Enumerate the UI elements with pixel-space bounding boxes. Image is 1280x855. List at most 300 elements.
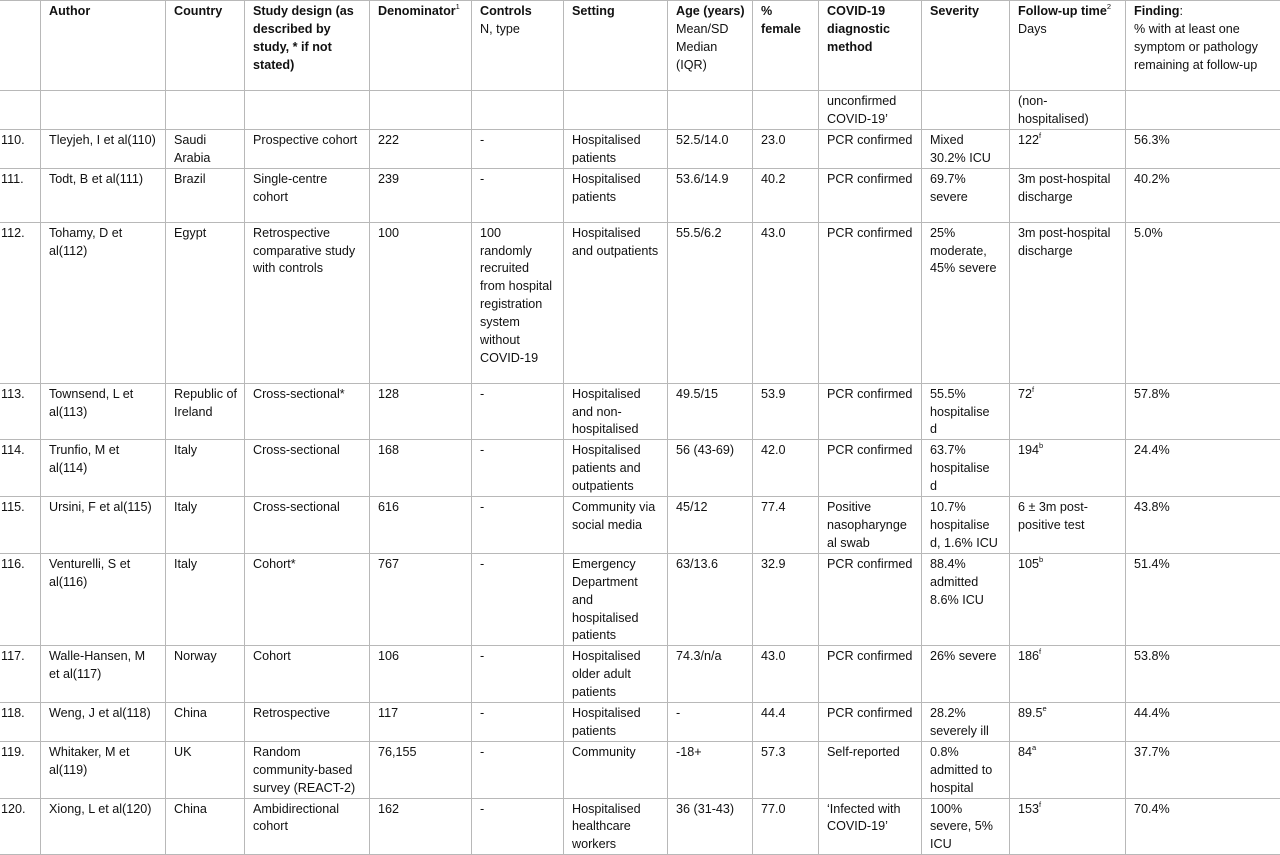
cell-author: [41, 703, 166, 742]
cell-finding-text: 43.8%: [1134, 500, 1170, 514]
cell-author: [41, 497, 166, 554]
cell-controls-text: 100 randomly recruited from hospital registration system without COVID-19: [480, 226, 552, 365]
cell-row-number: [0, 129, 41, 168]
cell-finding: [1126, 553, 1280, 646]
cell-controls-text: -: [480, 172, 484, 186]
cell-controls-text: -: [480, 557, 484, 571]
cell-row-number: [0, 741, 41, 798]
cell: [753, 91, 819, 130]
cell-denominator-text: 117: [378, 706, 398, 720]
cell-setting: [564, 168, 668, 222]
cell-denominator: [370, 222, 472, 383]
header-study-design: Study design (as described by study, * if not stated): [245, 1, 370, 91]
cell-covid-method: [819, 222, 922, 383]
cell-denominator-text: 76,155: [378, 745, 417, 759]
cell-covid-method-text: PCR confirmed: [827, 133, 912, 147]
cell-author: [41, 440, 166, 497]
cell-denominator: [370, 383, 472, 440]
footnote-marker: e: [1043, 704, 1047, 713]
cell-country: [166, 497, 245, 554]
cell-study-design: [245, 383, 370, 440]
cell: [472, 91, 564, 130]
cell-controls: [472, 497, 564, 554]
cell-country: [166, 553, 245, 646]
cell-controls: [472, 741, 564, 798]
cell-female: [753, 383, 819, 440]
cell-finding: [1126, 798, 1280, 855]
cell-severity-text: 63.7% hospitalise d: [930, 443, 990, 493]
cell-female: [753, 168, 819, 222]
header-severity: Severity: [922, 1, 1010, 91]
cell-follow-up-text: 153: [1018, 802, 1039, 816]
cell-denominator-text: 616: [378, 500, 399, 514]
cell-country: [166, 741, 245, 798]
cell-study-design: [245, 646, 370, 703]
cell-study-design-text: Random community-based survey (REACT-2): [253, 745, 355, 795]
cell-finding-text: 57.8%: [1134, 387, 1170, 401]
cell-covid-method-text: PCR confirmed: [827, 387, 912, 401]
cell-finding: [1126, 741, 1280, 798]
header-follow-up: Follow-up time$^2$ Days: [1010, 1, 1126, 91]
cell-denominator: [370, 129, 472, 168]
footnote-marker: f: [1039, 647, 1041, 656]
cell-female-text: 23.0: [761, 133, 786, 147]
cell-female: [753, 741, 819, 798]
continuation-row: [0, 91, 1280, 130]
cell-age-text: -: [676, 706, 680, 720]
cell-covid-method: [819, 703, 922, 742]
cell-denominator: [370, 553, 472, 646]
table-row: [0, 497, 1280, 554]
cell-author-text: Trunfio, M et al(114): [49, 443, 119, 475]
cell-row-number-text: 118.: [1, 706, 25, 720]
cell-female-text: 77.0: [761, 802, 786, 816]
footnote-marker: b: [1039, 441, 1043, 450]
cell-author-text: Whitaker, M et al(119): [49, 745, 129, 777]
cell-denominator: [370, 741, 472, 798]
cell-study-design-text: Cross-sectional: [253, 443, 340, 457]
cell-follow-up: [1010, 497, 1126, 554]
cell-severity-text: 88.4% admitted 8.6% ICU: [930, 557, 984, 607]
cell-finding: [1126, 440, 1280, 497]
cell-female-text: 77.4: [761, 500, 786, 514]
header-age: Age (years) Mean/SD Median (IQR): [668, 1, 753, 91]
cell-author: [41, 798, 166, 855]
cell-follow-up-text: 105: [1018, 557, 1039, 571]
cell-denominator-text: 767: [378, 557, 399, 571]
cell-setting: [564, 798, 668, 855]
cell-row-number-text: 119.: [1, 745, 25, 759]
cell-female-text: 40.2: [761, 172, 786, 186]
cell-covid-method-text: PCR confirmed: [827, 172, 912, 186]
cell-follow-up: [1010, 383, 1126, 440]
cell: [564, 91, 668, 130]
cell-author-text: Todt, B et al(111): [49, 172, 143, 186]
cell-finding: [1126, 646, 1280, 703]
header-denominator: Denominator$^1$: [370, 1, 472, 91]
cell-study-design-text: Ambidirectional cohort: [253, 802, 339, 834]
cell-country-text: Brazil: [174, 172, 206, 186]
cell-author: [41, 168, 166, 222]
cell-covid-method: [819, 497, 922, 554]
cell-follow-up: [1010, 798, 1126, 855]
cell-follow-up-text: 3m post-hospital discharge: [1018, 226, 1110, 258]
cell-denominator-text: 106: [378, 649, 399, 663]
cell-finding-text: 24.4%: [1134, 443, 1170, 457]
cell-study-design: [245, 168, 370, 222]
cell: [245, 91, 370, 130]
header-author: Author: [41, 1, 166, 91]
cell-follow-up-text: 3m post-hospital discharge: [1018, 172, 1110, 204]
cell-setting: [564, 497, 668, 554]
cell-age: [668, 497, 753, 554]
cell-severity: [922, 129, 1010, 168]
cell-row-number: [0, 553, 41, 646]
cell-row-number-text: 114.: [1, 443, 25, 457]
cell-row-number: [0, 383, 41, 440]
table-row: [0, 129, 1280, 168]
cell-denominator: [370, 798, 472, 855]
cell-female-text: 43.0: [761, 226, 786, 240]
cell-denominator: [370, 646, 472, 703]
cell-covid-method-text: ‘Infected with COVID-19’: [827, 802, 901, 834]
cell-follow-up: (non-hospitalised): [1010, 91, 1126, 130]
cell-follow-up: [1010, 168, 1126, 222]
cell-age: [668, 646, 753, 703]
cell-denominator-text: 222: [378, 133, 399, 147]
cell-country-text: Norway: [174, 649, 217, 663]
cell-age-text: 45/12: [676, 500, 708, 514]
cell-finding: [1126, 703, 1280, 742]
header-controls: Controls N, type: [472, 1, 564, 91]
header-finding: Finding: % with at least one symptom or pathology remaining at follow-up: [1126, 1, 1280, 91]
footnote-marker: f: [1039, 131, 1041, 140]
cell-author-text: Venturelli, S et al(116): [49, 557, 130, 589]
cell-follow-up: [1010, 646, 1126, 703]
cell-study-design: [245, 222, 370, 383]
cell-age-text: 53.6/14.9: [676, 172, 729, 186]
cell-female: [753, 798, 819, 855]
footnote-marker: f: [1039, 800, 1041, 809]
cell-setting-text: Hospitalised and outpatients: [572, 226, 658, 258]
cell-country: [166, 798, 245, 855]
cell-study-design-text: Cohort*: [253, 557, 296, 571]
cell-country-text: UK: [174, 745, 192, 759]
cell-covid-method-text: Self-reported: [827, 745, 900, 759]
cell-female: [753, 497, 819, 554]
cell-female: [753, 646, 819, 703]
cell-controls-text: -: [480, 133, 484, 147]
cell-study-design: [245, 703, 370, 742]
cell-severity: [922, 497, 1010, 554]
cell-country-text: Italy: [174, 443, 197, 457]
cell-age: [668, 440, 753, 497]
cell-controls: [472, 222, 564, 383]
cell-author-text: Tohamy, D et al(112): [49, 226, 122, 258]
cell-controls-text: -: [480, 706, 484, 720]
cell-severity-text: 28.2% severely ill: [930, 706, 989, 738]
cell-finding-text: 51.4%: [1134, 557, 1170, 571]
cell-country: [166, 222, 245, 383]
cell-finding-text: 53.8%: [1134, 649, 1170, 663]
cell-controls: [472, 798, 564, 855]
cell-female-text: 32.9: [761, 557, 786, 571]
cell-row-number-text: 120.: [1, 802, 26, 816]
table-row: [0, 222, 1280, 383]
table-row: [0, 646, 1280, 703]
cell-finding: [1126, 129, 1280, 168]
cell-severity-text: 0.8% admitted to hospital: [930, 745, 992, 795]
cell-female-text: 42.0: [761, 443, 786, 457]
cell-severity-text: 25% moderate, 45% severe: [930, 226, 997, 276]
cell-severity: [922, 798, 1010, 855]
cell-denominator: [370, 168, 472, 222]
cell-setting-text: Community: [572, 745, 636, 759]
cell-controls-text: -: [480, 387, 484, 401]
cell-female: [753, 440, 819, 497]
cell-age: [668, 703, 753, 742]
cell-covid-method: [819, 440, 922, 497]
cell-author-text: Tleyjeh, I et al(110): [49, 133, 156, 147]
table-row: [0, 440, 1280, 497]
cell-female-text: 44.4: [761, 706, 786, 720]
cell-setting: [564, 383, 668, 440]
cell-covid-method-text: PCR confirmed: [827, 649, 912, 663]
cell-finding: [1126, 383, 1280, 440]
cell: [1126, 91, 1280, 130]
header-country: Country: [166, 1, 245, 91]
cell-severity: [922, 440, 1010, 497]
cell-finding: [1126, 168, 1280, 222]
cell-setting: [564, 741, 668, 798]
cell-study-design-text: Single-centre cohort: [253, 172, 327, 204]
cell-severity-text: 55.5% hospitalise d: [930, 387, 990, 437]
table-row: [0, 553, 1280, 646]
cell: [166, 91, 245, 130]
cell-setting-text: Hospitalised patients: [572, 706, 641, 738]
cell-covid-method: [819, 129, 922, 168]
cell-female: [753, 553, 819, 646]
cell-denominator-text: 239: [378, 172, 399, 186]
cell-covid-method-text: PCR confirmed: [827, 557, 912, 571]
cell-female-text: 57.3: [761, 745, 786, 759]
cell-setting-text: Hospitalised patients: [572, 172, 641, 204]
cell-severity: [922, 703, 1010, 742]
cell-controls-text: -: [480, 500, 484, 514]
cell-country: [166, 129, 245, 168]
cell-follow-up-text: 122: [1018, 133, 1039, 147]
cell-country-text: China: [174, 706, 207, 720]
cell-denominator-text: 100: [378, 226, 399, 240]
cell-severity: [922, 168, 1010, 222]
cell-setting: [564, 646, 668, 703]
cell-follow-up-text: 6 ± 3m post-positive test: [1018, 500, 1088, 532]
cell-age-text: 56 (43-69): [676, 443, 734, 457]
cell-severity-text: 100% severe, 5% ICU: [930, 802, 993, 852]
cell-row-number-text: 110.: [1, 133, 25, 147]
cell-follow-up-text: 194: [1018, 443, 1039, 457]
cell-setting: [564, 129, 668, 168]
cell-setting-text: Hospitalised patients: [572, 133, 641, 165]
footnote-marker: b: [1039, 555, 1043, 564]
cell-age: [668, 129, 753, 168]
cell-age: [668, 741, 753, 798]
cell-setting-text: Hospitalised patients and outpatients: [572, 443, 641, 493]
cell-controls: [472, 440, 564, 497]
cell-row-number: [0, 440, 41, 497]
table-row: [0, 798, 1280, 855]
cell-author: [41, 646, 166, 703]
cell-follow-up: [1010, 440, 1126, 497]
cell-author-text: Walle-Hansen, M et al(117): [49, 649, 145, 681]
cell-country: [166, 383, 245, 440]
cell-severity-text: 10.7% hospitalise d, 1.6% ICU: [930, 500, 998, 550]
cell-country: [166, 646, 245, 703]
header-setting: Setting: [564, 1, 668, 91]
cell-author-text: Ursini, F et al(115): [49, 500, 152, 514]
cell-country-text: Italy: [174, 500, 197, 514]
cell-age-text: 63/13.6: [676, 557, 718, 571]
cell-female-text: 43.0: [761, 649, 786, 663]
cell: [0, 91, 41, 130]
cell-covid-method-text: PCR confirmed: [827, 443, 912, 457]
header-row: [0, 1, 1280, 91]
footnote-marker: a: [1032, 743, 1036, 752]
cell-denominator-text: 168: [378, 443, 399, 457]
cell-denominator: [370, 497, 472, 554]
table-row: [0, 383, 1280, 440]
cell-row-number-text: 116.: [1, 557, 25, 571]
footnote-marker: f: [1032, 385, 1034, 394]
cell-setting: [564, 703, 668, 742]
cell-setting: [564, 222, 668, 383]
cell-age-text: 36 (31-43): [676, 802, 734, 816]
cell-follow-up: [1010, 553, 1126, 646]
cell-severity: [922, 553, 1010, 646]
cell-covid-method: [819, 553, 922, 646]
cell-covid-method: [819, 646, 922, 703]
cell-age-text: 49.5/15: [676, 387, 718, 401]
cell-severity: [922, 646, 1010, 703]
cell-covid-method: [819, 168, 922, 222]
cell-country-text: Italy: [174, 557, 197, 571]
cell-setting-text: Hospitalised older adult patients: [572, 649, 641, 699]
cell-setting: [564, 553, 668, 646]
cell-female: [753, 222, 819, 383]
cell-row-number: [0, 646, 41, 703]
cell-study-design-text: Prospective cohort: [253, 133, 357, 147]
cell-age: [668, 383, 753, 440]
cell-author: [41, 129, 166, 168]
cell-finding: [1126, 497, 1280, 554]
cell-controls-text: -: [480, 745, 484, 759]
cell-row-number: [0, 168, 41, 222]
cell-severity: [922, 383, 1010, 440]
cell-covid-method: [819, 798, 922, 855]
cell-author: [41, 383, 166, 440]
cell-finding-text: 70.4%: [1134, 802, 1170, 816]
cell-finding-text: 56.3%: [1134, 133, 1170, 147]
cell: [370, 91, 472, 130]
cell-controls-text: -: [480, 649, 484, 663]
cell-setting-text: Hospitalised healthcare workers: [572, 802, 641, 852]
table-row: [0, 168, 1280, 222]
cell-follow-up-text: 84: [1018, 745, 1032, 759]
cell-row-number: [0, 703, 41, 742]
cell-controls: [472, 129, 564, 168]
cell-country: [166, 703, 245, 742]
cell-denominator: [370, 703, 472, 742]
header-num: [0, 1, 41, 91]
cell-row-number-text: 111.: [1, 172, 24, 186]
cell-age: [668, 553, 753, 646]
cell-female: [753, 129, 819, 168]
cell: [922, 91, 1010, 130]
cell-severity-text: Mixed 30.2% ICU: [930, 133, 991, 165]
cell-finding-text: 5.0%: [1134, 226, 1163, 240]
cell-severity-text: 26% severe: [930, 649, 997, 663]
cell-row-number-text: 115.: [1, 500, 25, 514]
cell: [668, 91, 753, 130]
cell-severity-text: 69.7% severe: [930, 172, 968, 204]
cell-controls: [472, 553, 564, 646]
cell-follow-up-text: 186: [1018, 649, 1039, 663]
cell-study-design-text: Cross-sectional*: [253, 387, 345, 401]
cell-controls-text: -: [480, 443, 484, 457]
cell-age: [668, 168, 753, 222]
cell-finding-text: 40.2%: [1134, 172, 1170, 186]
cell-study-design: [245, 129, 370, 168]
cell-finding-text: 37.7%: [1134, 745, 1170, 759]
cell-setting-text: Community via social media: [572, 500, 655, 532]
cell-study-design: [245, 440, 370, 497]
cell-controls: [472, 383, 564, 440]
cell-setting-text: Emergency Department and hospitalised patients: [572, 557, 639, 643]
cell-covid-method: [819, 741, 922, 798]
cell-study-design: [245, 553, 370, 646]
cell-denominator-text: 162: [378, 802, 399, 816]
header-female: % female: [753, 1, 819, 91]
table-row: [0, 703, 1280, 742]
cell-severity: [922, 222, 1010, 383]
cell-study-design-text: Retrospective: [253, 706, 330, 720]
cell-country-text: China: [174, 802, 207, 816]
cell-setting: [564, 440, 668, 497]
cell-author-text: Weng, J et al(118): [49, 706, 151, 720]
cell-age-text: 52.5/14.0: [676, 133, 729, 147]
cell-controls: [472, 168, 564, 222]
cell-row-number: [0, 798, 41, 855]
table-row: [0, 741, 1280, 798]
cell-author: [41, 222, 166, 383]
cell-row-number: [0, 222, 41, 383]
cell-covid-method-text: PCR confirmed: [827, 706, 912, 720]
cell-denominator-text: 128: [378, 387, 399, 401]
cell-follow-up: [1010, 703, 1126, 742]
cell-country-text: Saudi Arabia: [174, 133, 210, 165]
cell-covid-method: [819, 383, 922, 440]
cell-study-design: [245, 497, 370, 554]
cell-country-text: Egypt: [174, 226, 206, 240]
cell-row-number-text: 112.: [1, 226, 25, 240]
cell-severity: [922, 741, 1010, 798]
cell-study-design-text: Retrospective comparative study with controls: [253, 226, 355, 276]
cell-study-design: [245, 798, 370, 855]
cell-country-text: Republic of Ireland: [174, 387, 237, 419]
cell-controls: [472, 703, 564, 742]
cell-author-text: Townsend, L et al(113): [49, 387, 133, 419]
cell-covid-method-text: PCR confirmed: [827, 226, 912, 240]
